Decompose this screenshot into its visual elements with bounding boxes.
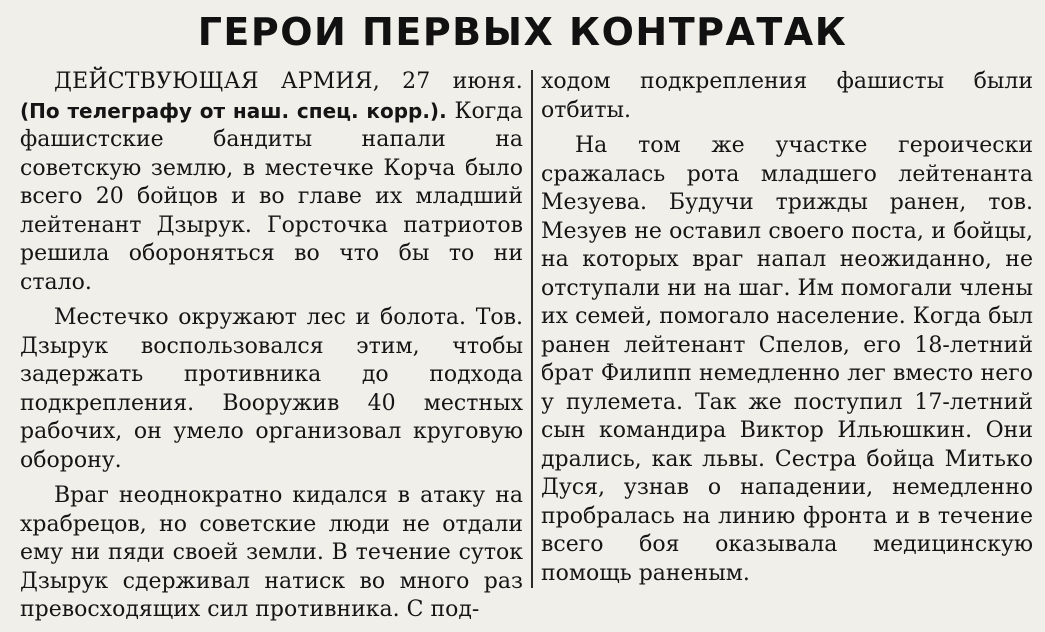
column-divider xyxy=(531,70,533,588)
article-title: ГЕРОИ ПЕРВЫХ КОНТРАТАК xyxy=(197,10,848,54)
right-column xyxy=(541,68,1033,595)
dateline: ДЕЙСТВУЮЩАЯ АРМИЯ, 27 июня. xyxy=(54,69,523,94)
paragraph-3: Враг неоднократно кидался в атаку на храбрецов, но советские люди не отдали ему ни пяди своей земли. В течение суток Дзырук сдерживал натиск во много раз превосходящих сил противника. С под- xyxy=(20,483,523,622)
paragraph-1-text: Когда фашистские бандиты напали на советскую землю, в местечке Корча было всего 20 бойцов и во главе их младший лейтенант Дзырук. Горсточка патриотов решила обороняться во что бы то ни стало. xyxy=(20,98,523,295)
paragraph-3-continuation: ходом подкрепления фашисты были отбиты. xyxy=(541,69,1033,123)
source-note: (По телеграфу от наш. спец. корр.). xyxy=(20,98,447,123)
paragraph-4: На том же участке героически сражалась рота младшего лейтенанта Мезуева. Будучи трижды ранен, тов. Мезуев не оставил своего поста, и бойцы, на которых враг напал неожиданно, не отступали ни на шаг. Им помогали члены их семей, помогало население. Когда был ранен лейтенант Спелов, его 18-летний брат Филипп немедленно лег вместо него у пулемета. Так же поступил 17-летний сын командира Виктор Ильюшкин. Они дрались, как львы. Сестра бойца Митько Дуся, узнав о нападении, немедленно пробралась на линию фронта и в течение всего боя оказывала медицинскую помощь раненым. xyxy=(541,133,1033,586)
left-column xyxy=(20,68,523,632)
paragraph-1 xyxy=(20,68,523,297)
paragraph-2: Местечко окружают лес и болота. Тов. Дзырук воспользовался этим, чтобы задержать противника до подхода подкрепления. Вооружив 40 местных рабочих, он умело организовал круговую оборону. xyxy=(20,305,523,473)
